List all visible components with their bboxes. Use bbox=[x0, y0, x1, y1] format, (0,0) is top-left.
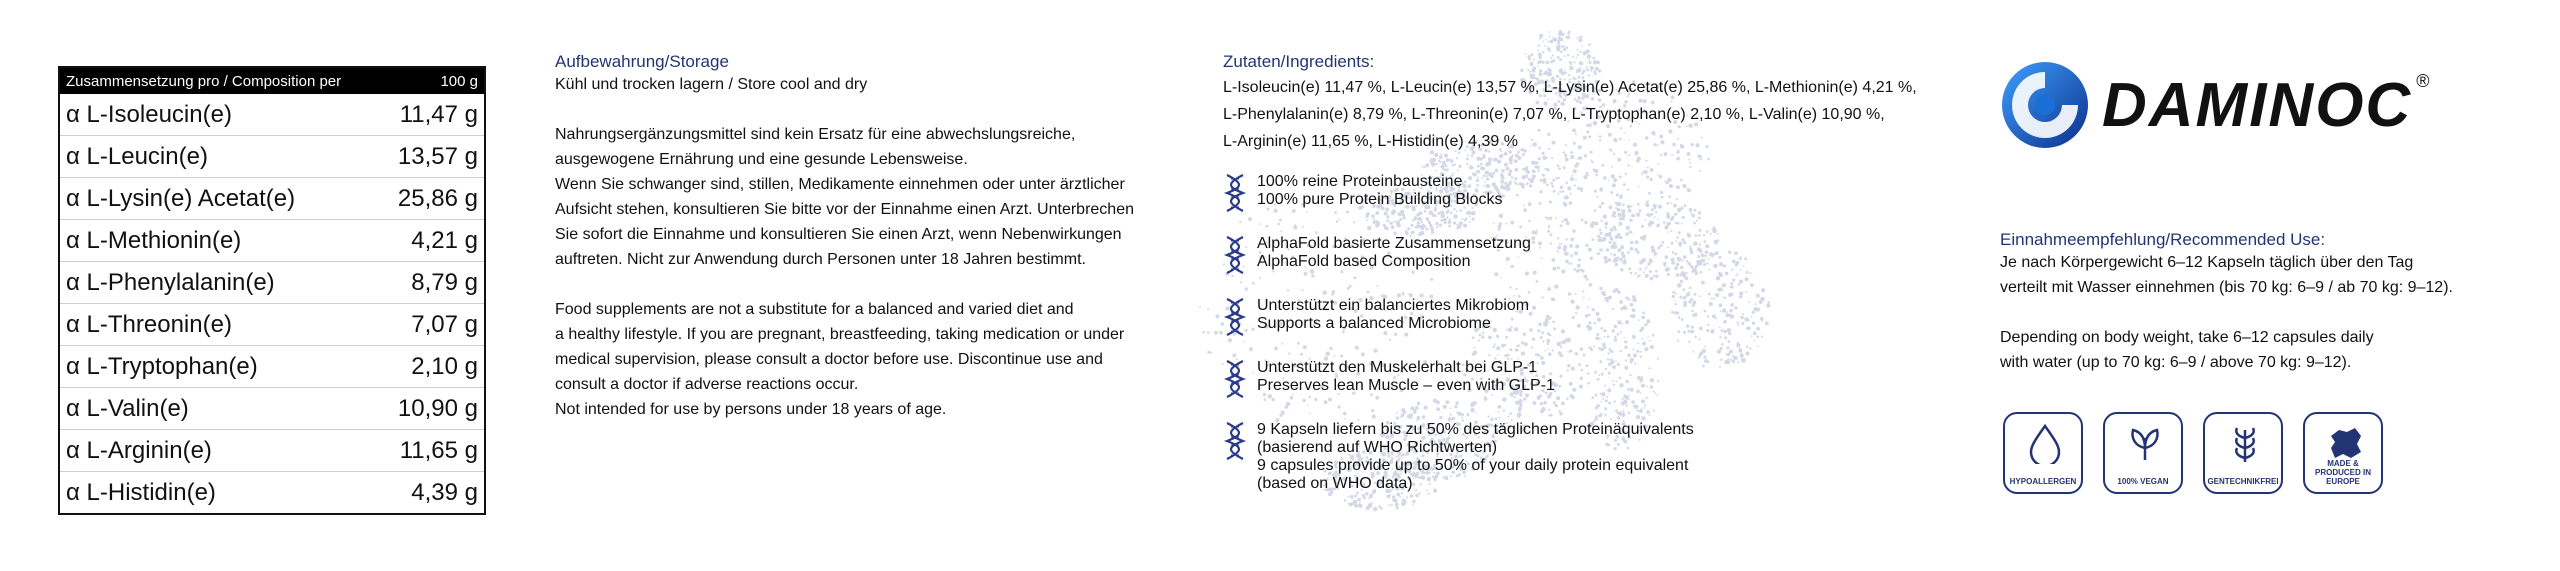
usage-line: Depending on body weight, take 6–12 capsules daily bbox=[2000, 329, 2374, 346]
nutrient-value: 2,10 g bbox=[411, 352, 478, 380]
ingredients-title: Zutaten/Ingredients: bbox=[1223, 52, 1375, 71]
warning-line: Wenn Sie schwanger sind, stillen, Medikamente einnehmen oder unter ärztlicher bbox=[555, 176, 1125, 193]
warning-line: Aufsicht stehen, konsultieren Sie bitte vor der Einnahme einen Arzt. Unterbrechen bbox=[555, 201, 1134, 218]
feature-item bbox=[1223, 421, 1923, 493]
nutrition-row bbox=[60, 345, 484, 387]
feature-item bbox=[1223, 173, 1923, 213]
drop-icon bbox=[2025, 424, 2065, 464]
nutrient-name: α L-Methionin(e) bbox=[66, 226, 242, 254]
feature-text bbox=[1257, 421, 1694, 493]
feature-item bbox=[1223, 297, 1923, 337]
feature-line: AlphaFold basierte Zusammensetzung bbox=[1257, 235, 1531, 252]
feature-line: Supports a balanced Microbiome bbox=[1257, 315, 1491, 332]
feature-item bbox=[1223, 359, 1923, 399]
ingredient-line: L-Arginin(e) 11,65 %, L-Histidin(e) 4,39 % bbox=[1223, 133, 1518, 150]
warning-line: Food supplements are not a substitute for a balanced and varied diet and bbox=[555, 301, 1074, 318]
usage-title: Einnahmeempfehlung/Recommended Use: bbox=[2000, 230, 2326, 249]
feature-line: 100% reine Proteinbausteine bbox=[1257, 173, 1463, 190]
feature-line: Unterstützt den Muskelerhalt bei GLP-1 bbox=[1257, 359, 1538, 376]
brand-name: DAMINOC bbox=[2102, 70, 2413, 140]
nutrition-header-label: Zusammensetzung pro / Composition per bbox=[66, 72, 342, 90]
brand-logo bbox=[2000, 60, 2429, 150]
nutrient-value: 25,86 g bbox=[397, 184, 478, 212]
warning-line: medical supervision, please consult a doctor before use. Discontinue use and bbox=[555, 351, 1103, 368]
usage-section bbox=[2000, 230, 2520, 375]
nutrient-name: α L-Tryptophan(e) bbox=[66, 352, 258, 380]
nutrient-value: 4,21 g bbox=[411, 226, 478, 254]
feature-text bbox=[1257, 359, 1555, 395]
nutrition-header-amount: 100 g bbox=[440, 72, 478, 90]
warning-line: Sie sofort die Einnahme und konsultieren Sie einen Arzt, wenn Nebenwirkungen bbox=[555, 226, 1122, 243]
feature-line: (based on WHO data) bbox=[1257, 475, 1413, 492]
warning-line: ausgewogene Ernährung und eine gesunde Lebensweise. bbox=[555, 151, 968, 168]
nutrient-value: 4,39 g bbox=[411, 478, 478, 506]
feature-text bbox=[1257, 173, 1502, 209]
nutrient-name: α L-Valin(e) bbox=[66, 394, 189, 422]
nutrient-name: α L-Leucin(e) bbox=[66, 142, 208, 170]
ingredient-line: L-Phenylalanin(e) 8,79 %, L-Threonin(e) 7,07 %, L-Tryptophan(e) 2,10 %, L-Valin(e) 10,90 %, bbox=[1223, 106, 1885, 123]
warning-english bbox=[555, 297, 1175, 422]
ingredients-text bbox=[1223, 74, 1923, 155]
dna-icon bbox=[1223, 421, 1247, 461]
warning-line: a healthy lifestyle. If you are pregnant, breastfeeding, taking medication or under bbox=[555, 326, 1125, 343]
nutrient-value: 7,07 g bbox=[411, 310, 478, 338]
europe-map-icon bbox=[2325, 424, 2365, 464]
usage-line: with water (up to 70 kg: 6–9 / above 70 kg: 9–12). bbox=[2000, 354, 2352, 371]
nutrient-value: 13,57 g bbox=[397, 142, 478, 170]
usage-line: Je nach Körpergewicht 6–12 Kapseln täglich über den Tag bbox=[2000, 254, 2414, 271]
nutrition-row bbox=[60, 261, 484, 303]
badge-drop bbox=[2003, 412, 2083, 494]
ingredients-column bbox=[1223, 52, 1923, 515]
feature-line: 9 Kapseln liefern bis zu 50% des täglichen Proteinäquivalents bbox=[1257, 421, 1694, 438]
warning-german bbox=[555, 122, 1175, 272]
feature-line: (basierend auf WHO Richtwerten) bbox=[1257, 439, 1498, 456]
badge-label: 100% VEGAN bbox=[2117, 477, 2169, 486]
badge-leaf bbox=[2103, 412, 2183, 494]
nutrient-value: 11,65 g bbox=[399, 436, 478, 464]
nutrition-row bbox=[60, 471, 484, 513]
feature-item bbox=[1223, 235, 1923, 275]
nutrient-value: 10,90 g bbox=[397, 394, 478, 422]
certification-badges bbox=[2003, 412, 2383, 494]
badge-label: MADE & PRODUCED IN EUROPE bbox=[2314, 459, 2371, 486]
nutrition-row bbox=[60, 429, 484, 471]
registered-mark: ® bbox=[2416, 70, 2430, 91]
ingredient-line: L-Isoleucin(e) 11,47 %, L-Leucin(e) 13,57 %, L-Lysin(e) Acetat(e) 25,86 %, L-Methionin(e) 4,21 %, bbox=[1223, 79, 1917, 96]
badge-label: HYPOALLERGEN bbox=[2009, 477, 2077, 486]
nutrient-value: 11,47 g bbox=[399, 100, 478, 128]
nutrition-table bbox=[58, 66, 486, 515]
nutrition-row bbox=[60, 177, 484, 219]
nutrient-name: α L-Arginin(e) bbox=[66, 436, 212, 464]
dna-icon bbox=[1223, 359, 1247, 399]
nutrition-row bbox=[60, 94, 484, 135]
badge-europe-map bbox=[2303, 412, 2383, 494]
warning-line: auftreten. Nicht zur Anwendung durch Personen unter 18 Jahren bestimmt. bbox=[555, 251, 1086, 268]
nutrient-value: 8,79 g bbox=[411, 268, 478, 296]
nutrition-row bbox=[60, 219, 484, 261]
feature-line: Preserves lean Muscle – even with GLP-1 bbox=[1257, 377, 1555, 394]
usage-line: verteilt mit Wasser einnehmen (bis 70 kg: 6–9 / ab 70 kg: 9–12). bbox=[2000, 279, 2453, 296]
feature-line: Unterstützt ein balanciertes Mikrobiom bbox=[1257, 297, 1530, 314]
badge-grain bbox=[2203, 412, 2283, 494]
nutrition-row bbox=[60, 387, 484, 429]
dna-icon bbox=[1223, 235, 1247, 275]
storage-text: Kühl und trocken lagern / Store cool and dry bbox=[555, 76, 868, 93]
nutrition-row bbox=[60, 135, 484, 177]
grain-icon bbox=[2225, 424, 2265, 464]
dna-icon bbox=[1223, 173, 1247, 213]
feature-line: AlphaFold based Composition bbox=[1257, 253, 1471, 270]
nutrient-name: α L-Isoleucin(e) bbox=[66, 100, 232, 128]
feature-text bbox=[1257, 297, 1529, 333]
usage-english bbox=[2000, 325, 2520, 375]
nutrition-table-header bbox=[60, 68, 484, 94]
nutrient-name: α L-Threonin(e) bbox=[66, 310, 232, 338]
feature-list bbox=[1223, 173, 1923, 493]
nutrient-name: α L-Histidin(e) bbox=[66, 478, 216, 506]
dna-icon bbox=[1223, 297, 1247, 337]
warning-line: Not intended for use by persons under 18 years of age. bbox=[555, 401, 947, 418]
swirl-logo-icon bbox=[2000, 60, 2090, 150]
nutrient-name: α L-Phenylalanin(e) bbox=[66, 268, 275, 296]
feature-line: 100% pure Protein Building Blocks bbox=[1257, 191, 1503, 208]
warning-line: Nahrungsergänzungsmittel sind kein Ersatz für eine abwechslungsreiche, bbox=[555, 126, 1076, 143]
feature-text bbox=[1257, 235, 1531, 271]
badge-label: GENTECHNIKFREI bbox=[2207, 477, 2279, 486]
leaf-icon bbox=[2125, 424, 2165, 464]
nutrient-name: α L-Lysin(e) Acetat(e) bbox=[66, 184, 296, 212]
storage-warning-column bbox=[555, 52, 1175, 422]
nutrition-row bbox=[60, 303, 484, 345]
storage-title: Aufbewahrung/Storage bbox=[555, 52, 729, 71]
warning-line: consult a doctor if adverse reactions occur. bbox=[555, 376, 859, 393]
usage-german bbox=[2000, 250, 2520, 300]
feature-line: 9 capsules provide up to 50% of your daily protein equivalent bbox=[1257, 457, 1689, 474]
